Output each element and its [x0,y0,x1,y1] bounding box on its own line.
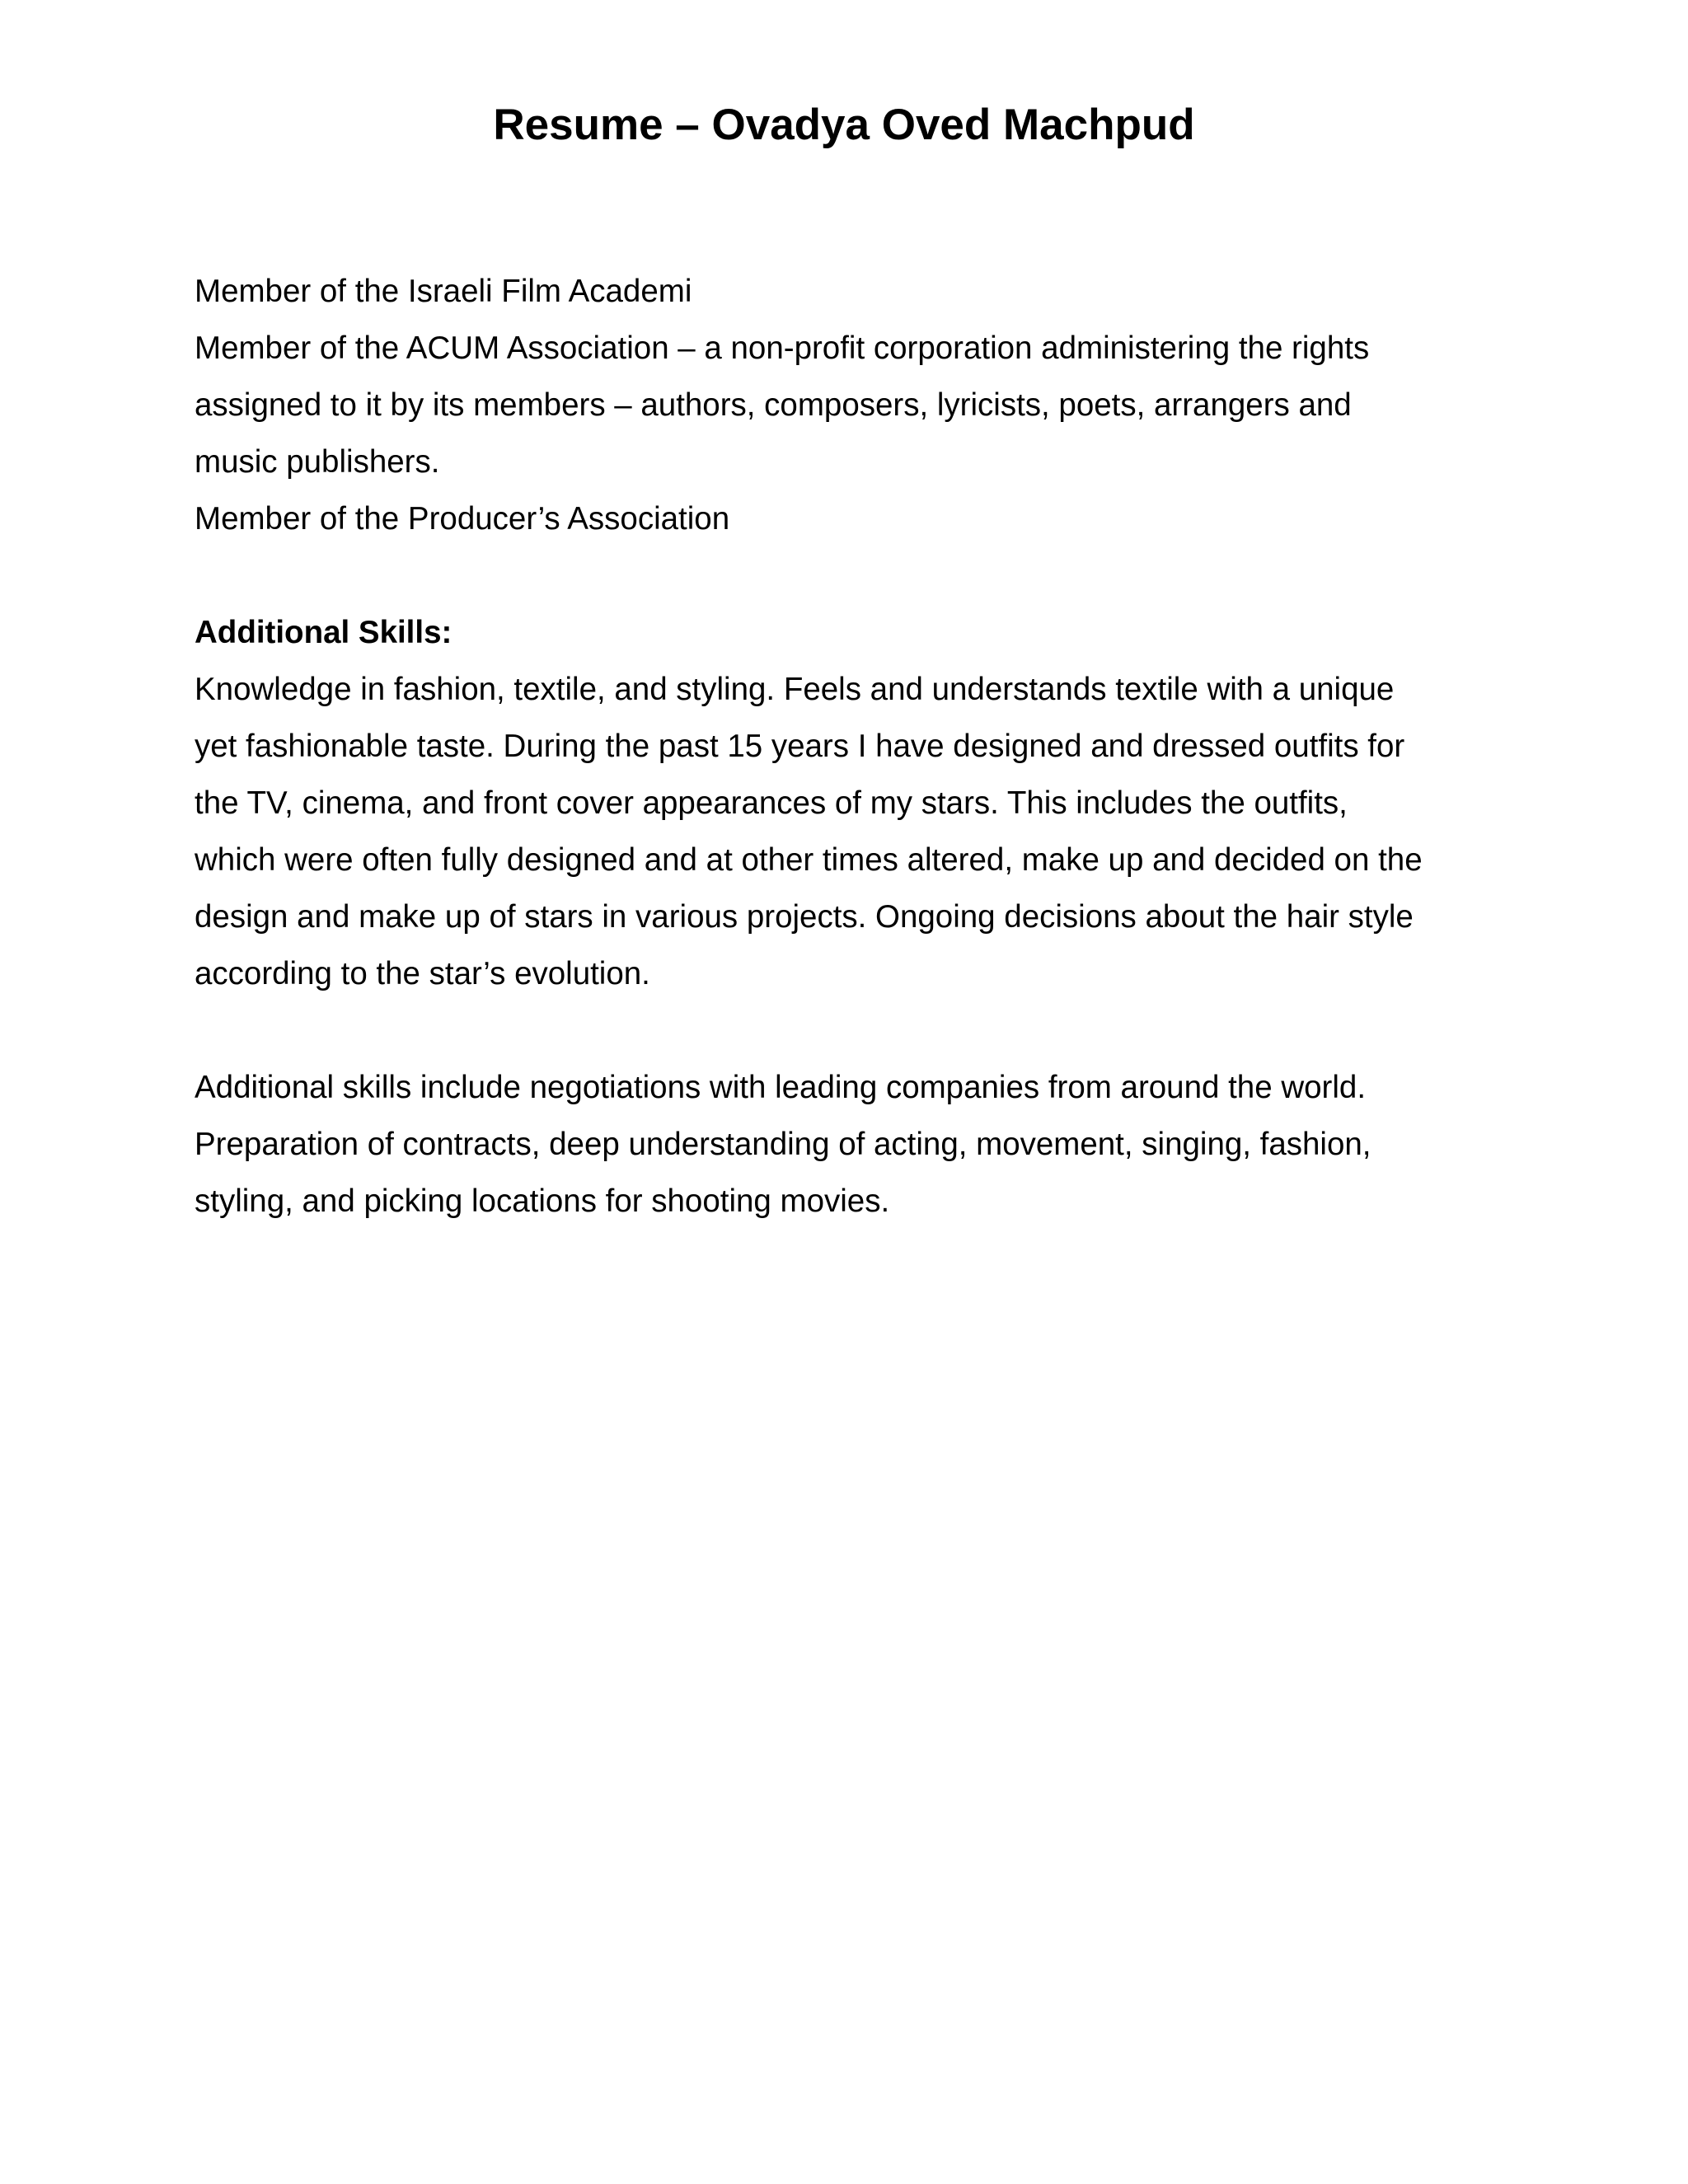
section-heading: Additional Skills: [195,615,452,650]
paragraph-line: Knowledge in fashion, textile, and styling. Feels and understands textile with a unique [195,672,1395,707]
paragraph-line: yet fashionable taste. During the past 15 years I have designed and dressed outfits for [195,729,1405,764]
membership-line: assigned to it by its members – authors, composers, lyricists, poets, arrangers and [195,387,1352,423]
page-title: Resume – Ovadya Oved Machpud [493,101,1195,149]
spacer [195,1002,1513,1059]
additional-skills-section [195,604,1513,1230]
paragraph-line: which were often fully designed and at other times altered, make up and decided on the [195,842,1423,878]
spacer [195,547,1513,604]
document-body [195,263,1513,1230]
paragraph-line: styling, and picking locations for shooting movies. [195,1183,890,1219]
membership-line: Member of the Producer’s Association [195,501,730,537]
membership-line: Member of the Israeli Film Academi [195,274,692,309]
paragraph-line: design and make up of stars in various projects. Ongoing decisions about the hair style [195,899,1414,935]
paragraph-line: according to the star’s evolution. [195,956,650,991]
paragraph-line: Preparation of contracts, deep understanding of acting, movement, singing, fashion, [195,1127,1372,1162]
paragraph-line: Additional skills include negotiations with leading companies from around the world. [195,1070,1367,1105]
membership-line: Member of the ACUM Association – a non-profit corporation administering the rights [195,330,1370,366]
memberships-section [195,263,1513,547]
paragraph-line: the TV, cinema, and front cover appearances of my stars. This includes the outfits, [195,785,1348,821]
membership-line: music publishers. [195,444,440,480]
